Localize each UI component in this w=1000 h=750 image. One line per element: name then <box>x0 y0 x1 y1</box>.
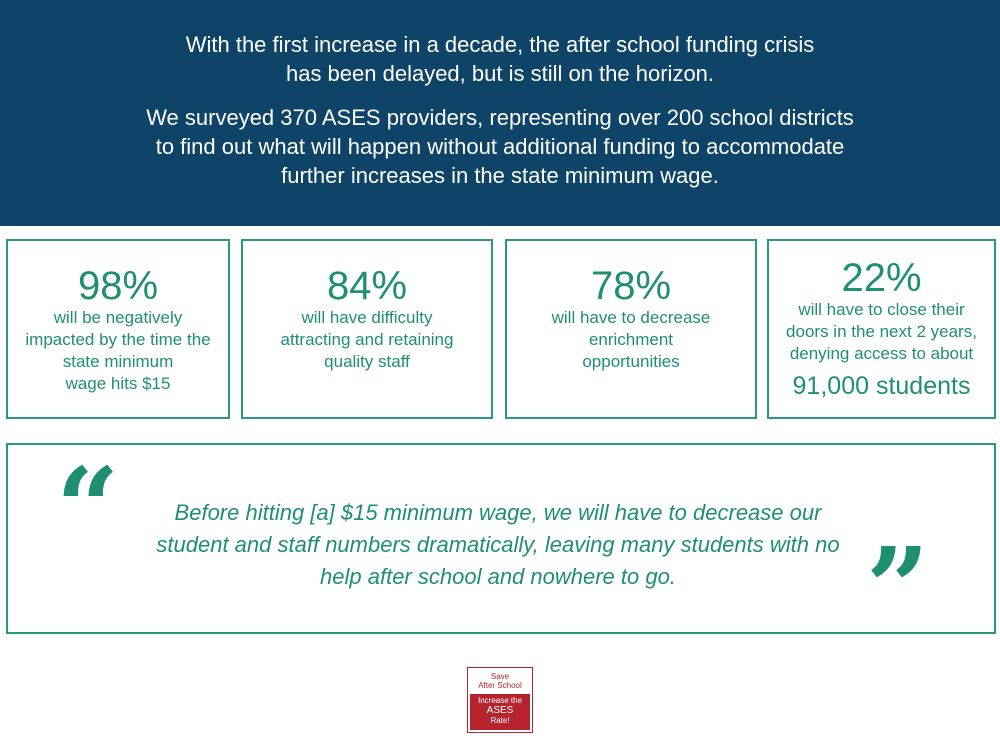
stat-card-98 <box>6 239 230 419</box>
logo-text: Save <box>490 672 510 681</box>
stat-line: wage hits $15 <box>65 374 171 393</box>
stat-line: attracting and retaining <box>280 330 454 349</box>
stat-percent: 84% <box>326 264 408 308</box>
stat-percent: 78% <box>590 264 672 308</box>
stat-line: will have difficulty <box>301 308 433 327</box>
stat-line: quality staff <box>324 352 410 371</box>
banner-survey <box>0 103 1000 190</box>
quote-line: student and staff numbers dramatically, leaving many students with no <box>156 532 840 557</box>
stat-line: doors in the next 2 years, <box>786 322 977 341</box>
stat-line: state minimum <box>62 352 174 371</box>
close-quote-icon: ” <box>866 523 930 652</box>
logo-bottom <box>470 694 530 730</box>
stat-line: opportunities <box>582 352 680 371</box>
stat-line: denying access to about <box>789 344 974 363</box>
stat-highlight: 91,000 students <box>792 372 971 400</box>
banner-line: has been delayed, but is still on the horizon. <box>285 61 715 86</box>
stat-card-22 <box>767 239 996 419</box>
stat-line: will have to decrease <box>551 308 711 327</box>
logo-text: ASES <box>486 705 514 716</box>
banner-line: We surveyed 370 ASES providers, representing over 200 school districts <box>146 105 854 130</box>
stat-percent: 22% <box>841 256 922 300</box>
banner-line: to find out what will happen without additional funding to accommodate <box>155 134 845 159</box>
stat-card-78 <box>505 239 757 419</box>
stat-description <box>769 299 994 365</box>
open-quote-icon: “ <box>56 443 120 572</box>
quote-text <box>128 497 868 593</box>
stat-card-84 <box>241 239 493 419</box>
stat-description <box>8 307 228 395</box>
banner-line: further increases in the state minimum wage. <box>281 163 719 188</box>
logo-top <box>468 668 532 690</box>
banner-line: With the first increase in a decade, the after school funding crisis <box>185 32 815 57</box>
logo-text: After School <box>478 681 522 690</box>
stat-description <box>507 307 755 373</box>
logo-text: Increase the <box>477 696 523 705</box>
stat-line: enrichment <box>588 330 674 349</box>
stat-line: impacted by the time the <box>25 330 211 349</box>
quote-line: Before hitting [a] $15 minimum wage, we will have to decrease our <box>174 500 822 525</box>
stat-description <box>243 307 491 373</box>
save-after-school-logo <box>467 667 533 733</box>
quote-line: help after school and nowhere to go. <box>320 564 676 589</box>
quote-box <box>6 443 996 652</box>
stat-percent: 98% <box>77 264 159 308</box>
stat-line: will have to close their <box>798 300 965 319</box>
stat-line: will be negatively <box>53 308 183 327</box>
banner-intro <box>0 30 1000 88</box>
header-banner <box>0 0 1000 226</box>
logo-text: Rate! <box>490 716 510 725</box>
